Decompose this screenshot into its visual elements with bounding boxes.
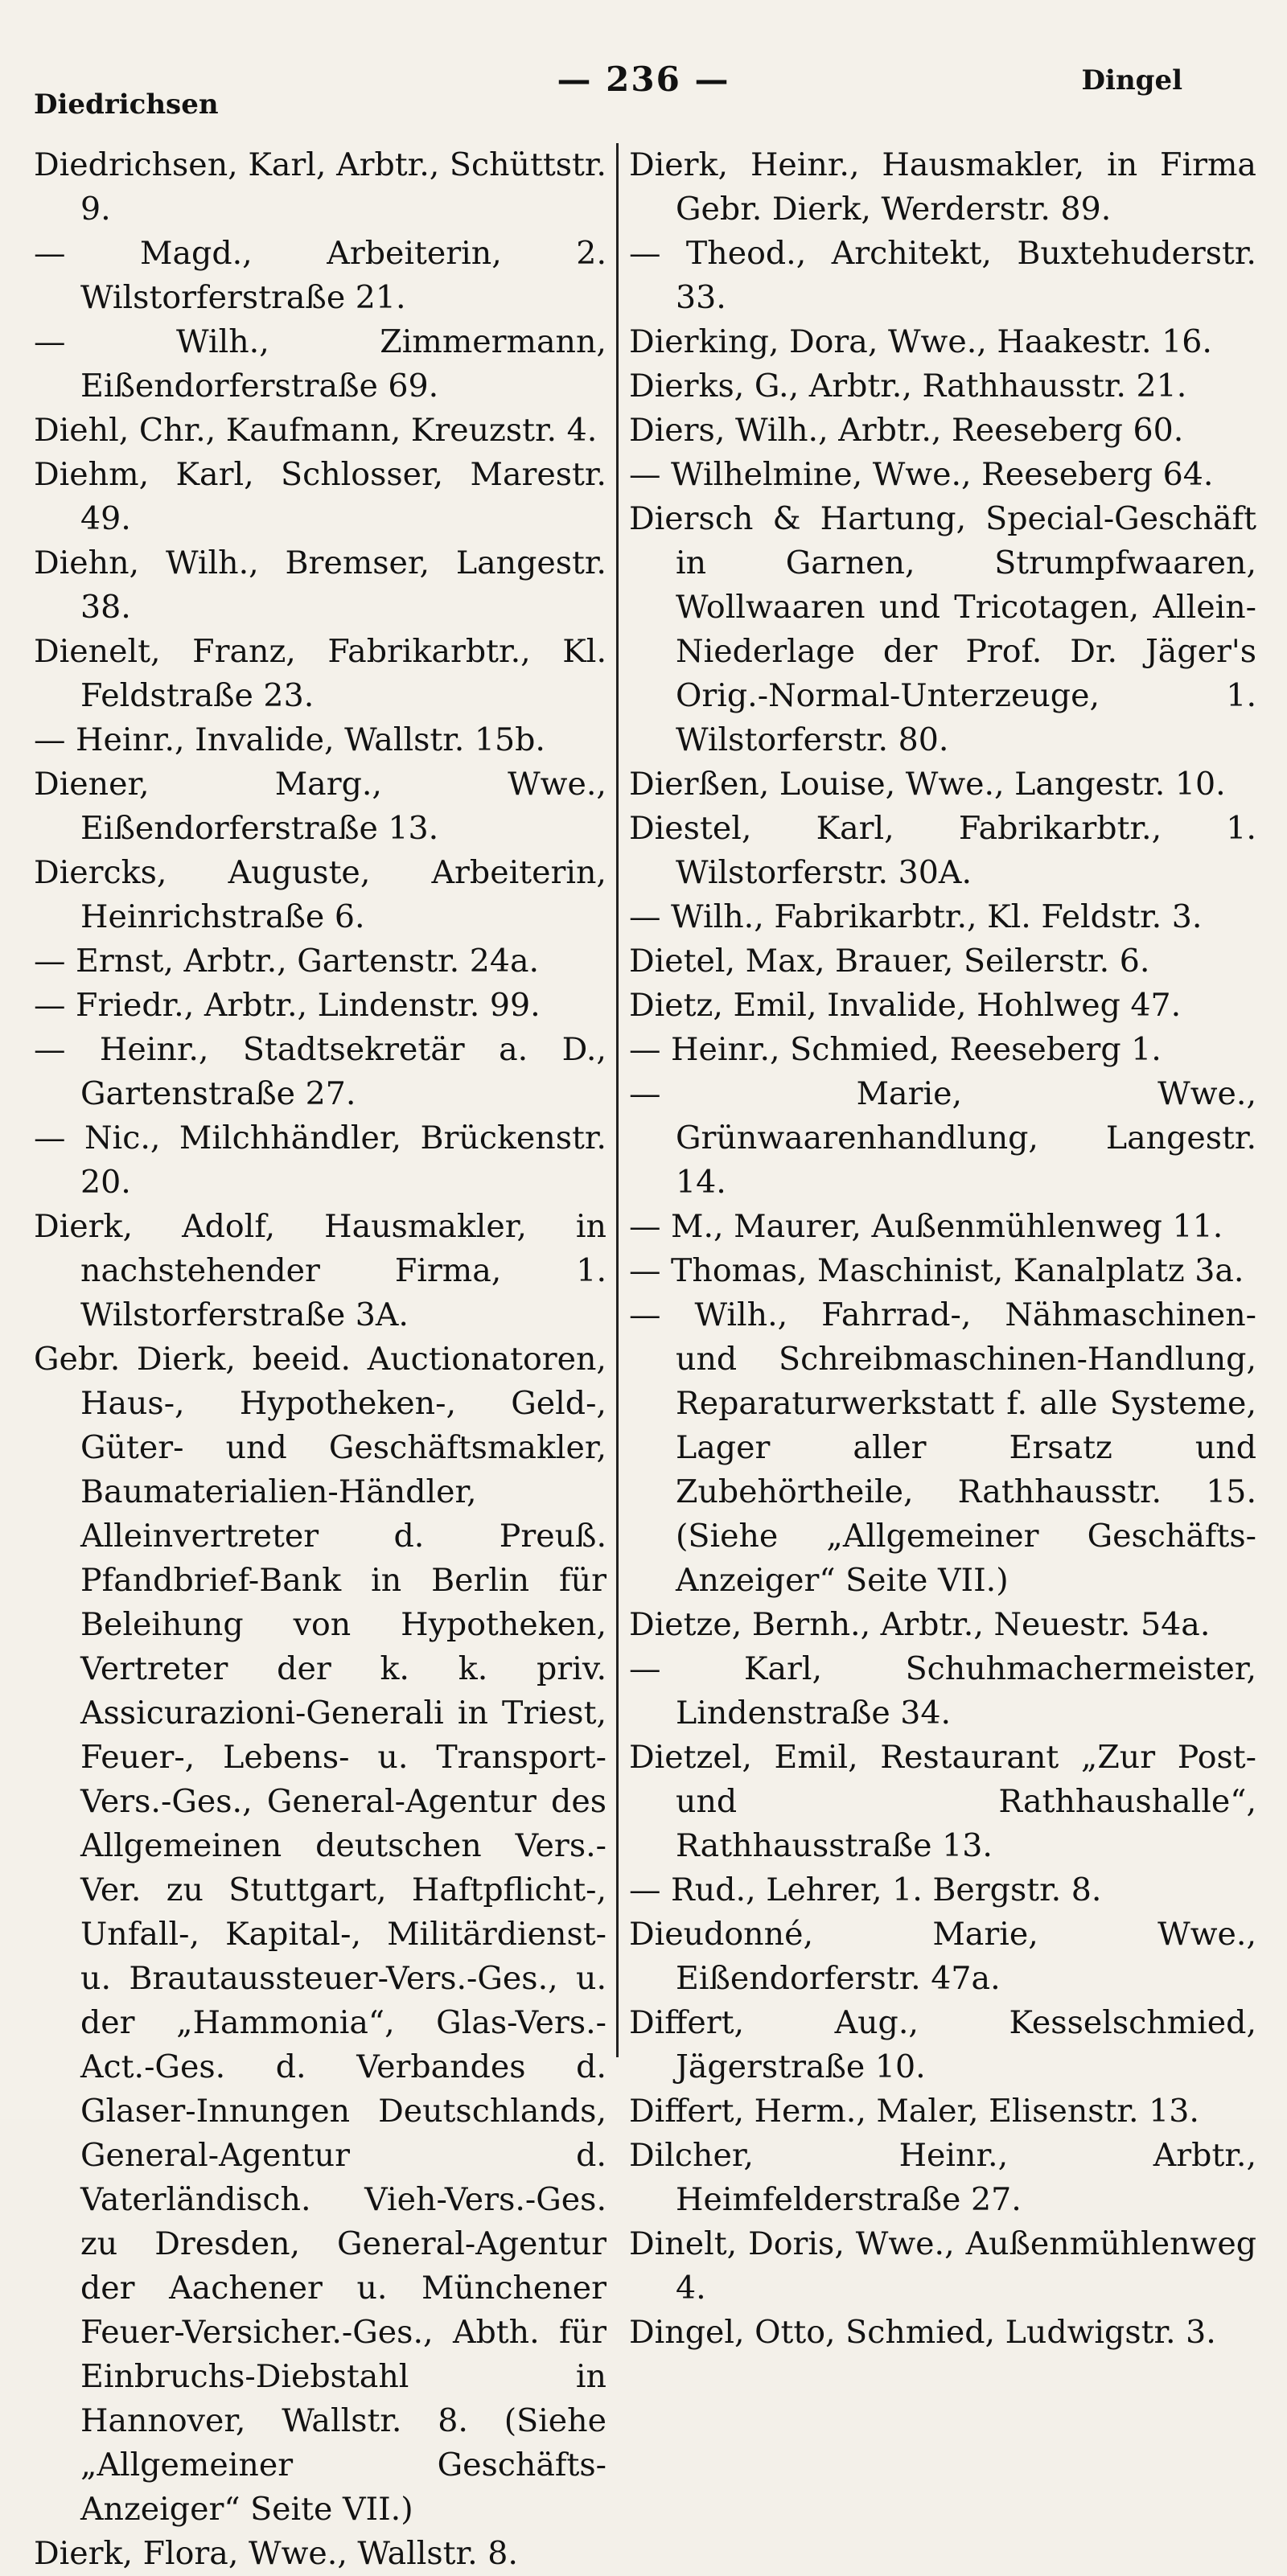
directory-entry: — Wilhelmine, Wwe., Reeseberg 64. <box>629 456 1214 493</box>
left-column <box>34 143 606 2576</box>
directory-entry: — Wilh., Zimmermann, Eißendorferstraße 69. <box>34 323 606 405</box>
directory-entry: Diehm, Karl, Schlosser, Marestr. 49. <box>34 456 606 537</box>
directory-entry: Diehl, Chr., Kaufmann, Kreuzstr. 4. <box>34 412 598 449</box>
directory-entry: Diercks, Auguste, Arbeiterin, Heinrichstraße 6. <box>34 854 606 935</box>
directory-entry: — Theod., Architekt, Buxtehuderstr. 33. <box>629 235 1256 316</box>
directory-entry: — Marie, Wwe., Grünwaarenhandlung, Langestr. 14. <box>629 1075 1256 1201</box>
directory-entry: Dietze, Bernh., Arbtr., Neuestr. 54a. <box>629 1606 1211 1643</box>
directory-entry: Dienelt, Franz, Fabrikarbtr., Kl. Feldstraße 23. <box>34 633 606 714</box>
directory-entry: Dingel, Otto, Schmied, Ludwigstr. 3. <box>629 2314 1216 2351</box>
directory-entry: Dierking, Dora, Wwe., Haakestr. 16. <box>629 323 1212 360</box>
right-column <box>629 143 1256 2355</box>
directory-entry: — Karl, Schuhmachermeister, Lindenstraße 34. <box>629 1650 1256 1732</box>
running-head-left: Diedrichsen <box>34 88 219 121</box>
directory-entry: Dinelt, Doris, Wwe., Außenmühlenweg 4. <box>629 2225 1256 2307</box>
directory-entry: Dierk, Adolf, Hausmakler, in nachstehender Firma, 1. Wilstorferstraße 3A. <box>34 1208 606 1333</box>
column-divider <box>616 143 619 2057</box>
directory-entry: Dierßen, Louise, Wwe., Langestr. 10. <box>629 766 1226 803</box>
directory-entry: Dierk, Flora, Wwe., Wallstr. 8. <box>34 2535 518 2572</box>
directory-entry: Dietzel, Emil, Restaurant „Zur Post- und Rathhaushalle“, Rathhausstraße 13. <box>629 1739 1256 1864</box>
directory-entry: Dilcher, Heinr., Arbtr., Heimfelderstraße 27. <box>629 2137 1256 2218</box>
directory-entry: — M., Maurer, Außenmühlenweg 11. <box>629 1208 1223 1245</box>
directory-entry: — Heinr., Schmied, Reeseberg 1. <box>629 1031 1162 1068</box>
business-entry-wilh-dietz: — Wilh., Fahrrad-, Nähmaschinen- und Schreibmaschinen-Handlung, Reparaturwerkstatt f. alle Systeme, Lager aller Ersatz und Zubehörtheile, Rathhausstr. 15. (Siehe „Allgemeiner Geschäfts-Anzeiger“ Seite VII.) <box>629 1296 1256 1599</box>
page-number: — 236 — <box>557 60 730 99</box>
directory-entry: Dierk, Heinr., Hausmakler, in Firma Gebr. Dierk, Werderstr. 89. <box>629 146 1256 228</box>
directory-entry: Diehn, Wilh., Bremser, Langestr. 38. <box>34 544 606 626</box>
directory-entry: — Thomas, Maschinist, Kanalplatz 3a. <box>629 1252 1244 1289</box>
directory-entry: Dietz, Emil, Invalide, Hohlweg 47. <box>629 987 1182 1024</box>
business-entry-diersch-hartung: Diersch & Hartung, Special-Geschäft in Garnen, Strumpfwaaren, Wollwaaren und Tricotagen, Allein-Niederlage der Prof. Dr. Jäger's Orig.-Normal-Unterzeuge, 1. Wilstorferstr. 80. <box>629 500 1256 758</box>
directory-entry: Dieudonné, Marie, Wwe., Eißendorferstr. 47a. <box>629 1916 1256 1997</box>
directory-entry: Diers, Wilh., Arbtr., Reeseberg 60. <box>629 412 1184 449</box>
directory-entry: Diestel, Karl, Fabrikarbtr., 1. Wilstorferstr. 30A. <box>629 810 1256 891</box>
directory-entry: — Nic., Milchhändler, Brückenstr. 20. <box>34 1120 606 1201</box>
directory-entry: Diener, Marg., Wwe., Eißendorferstraße 13. <box>34 766 606 847</box>
directory-entry: — Rud., Lehrer, 1. Bergstr. 8. <box>629 1871 1102 1908</box>
directory-entry: Differt, Aug., Kesselschmied, Jägerstraße 10. <box>629 2004 1256 2085</box>
directory-entry: Diedrichsen, Karl, Arbtr., Schüttstr. 9. <box>34 146 606 228</box>
directory-entry: — Wilh., Fabrikarbtr., Kl. Feldstr. 3. <box>629 898 1203 935</box>
running-head-right: Dingel <box>1081 64 1182 97</box>
directory-entry: — Heinr., Invalide, Wallstr. 15b. <box>34 721 545 758</box>
directory-entry: Dierks, G., Arbtr., Rathhausstr. 21. <box>629 368 1187 405</box>
directory-entry: — Ernst, Arbtr., Gartenstr. 24a. <box>34 943 540 980</box>
directory-entry: — Heinr., Stadtsekretär a. D., Gartenstraße 27. <box>34 1031 606 1112</box>
page-header <box>0 56 1287 121</box>
directory-entry: — Friedr., Arbtr., Lindenstr. 99. <box>34 987 541 1024</box>
directory-entry: Differt, Herm., Maler, Elisenstr. 13. <box>629 2093 1199 2130</box>
directory-entry: — Magd., Arbeiterin, 2. Wilstorferstraße 21. <box>34 235 606 316</box>
business-entry-gebr-dierk: Gebr. Dierk, beeid. Auctionatoren, Haus-, Hypotheken-, Geld-, Güter- und Geschäftsmakler, Baumaterialien-Händler, Alleinvertreter d. Preuß. Pfandbrief-Bank in Berlin für Beleihung von Hypotheken, Vertreter der k. k. priv. Assicurazioni-Generali in Triest, Feuer-, Lebens- u. Transport-Vers.-Ges., General-Agentur des Allgemeinen deutschen Vers.-Ver. zu Stuttgart, Haftpflicht-, Unfall-, Kapital-, Militärdienst- u. Brautaussteuer-Vers.-Ges., u. der „Hammonia“, Glas-Vers.-Act.-Ges. d. Verbandes d. Glaser-Innungen Deutschlands, General-Agentur d. Vaterländisch. Vieh-Vers.-Ges. zu Dresden, General-Agentur der Aachener u. Münchener Feuer-Versicher.-Ges., Abth. für Einbruchs-Diebstahl in Hannover, Wallstr. 8. (Siehe „Allgemeiner Geschäfts-Anzeiger“ Seite VII.) <box>34 1341 606 2528</box>
directory-entry: Dietel, Max, Brauer, Seilerstr. 6. <box>629 943 1150 980</box>
